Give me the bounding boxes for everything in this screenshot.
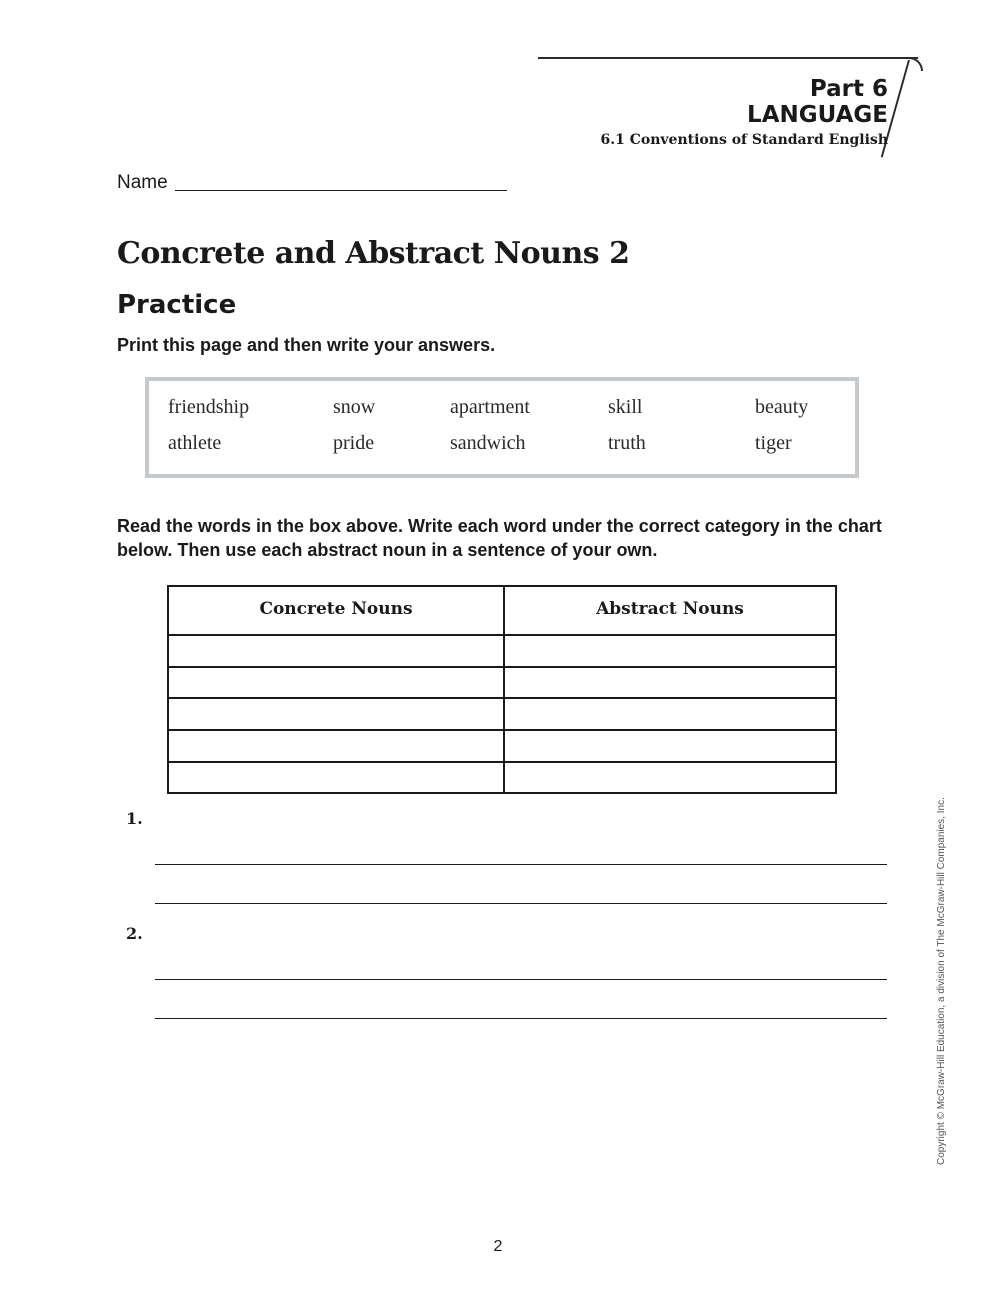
name-field[interactable]: [175, 190, 507, 191]
header-rule: [538, 57, 918, 59]
name-label: Name: [117, 172, 168, 193]
word-box: [145, 377, 859, 478]
word-box-item: sandwich: [450, 432, 526, 454]
page-number: 2: [493, 1238, 503, 1255]
sentence-number: 2.: [126, 924, 143, 943]
subsection-label: 6.1 Conventions of Standard English: [600, 132, 888, 148]
chart-row-divider: [169, 761, 835, 763]
page-title: Concrete and Abstract Nouns 2: [117, 236, 630, 271]
part-label: Part 6: [809, 76, 888, 102]
chart-row-divider: [169, 729, 835, 731]
word-box-item: athlete: [168, 432, 222, 454]
answer-line[interactable]: [155, 864, 887, 865]
answer-line[interactable]: [155, 903, 887, 904]
word-box-item: truth: [608, 432, 646, 454]
answer-line[interactable]: [155, 979, 887, 980]
answer-line[interactable]: [155, 1018, 887, 1019]
chart-header-divider: [169, 634, 835, 636]
chart-row-divider: [169, 697, 835, 699]
section-label: LANGUAGE: [747, 102, 888, 128]
word-box-item: apartment: [450, 396, 530, 418]
word-box-item: snow: [333, 396, 376, 418]
copyright-notice: Copyright © McGraw-Hill Education, a division of The McGraw-Hill Companies, Inc.: [936, 797, 947, 1165]
word-box-item: friendship: [168, 396, 250, 418]
print-instruction: Print this page and then write your answers.: [117, 335, 496, 355]
chart-instruction: Read the words in the box above. Write each word under the correct category in the chart below. Then use each abstract noun in a sentence of your own.: [117, 516, 882, 560]
sentence-number: 1.: [126, 809, 143, 828]
chart-header-concrete: Concrete Nouns: [259, 599, 413, 619]
chart-row-divider: [169, 666, 835, 668]
chart-header-abstract: Abstract Nouns: [596, 599, 744, 619]
word-box-item: beauty: [755, 396, 809, 418]
word-box-item: tiger: [755, 432, 792, 454]
noun-chart: [167, 585, 837, 794]
word-box-item: pride: [333, 432, 375, 454]
practice-heading: Practice: [117, 290, 237, 320]
word-box-item: skill: [608, 396, 643, 418]
